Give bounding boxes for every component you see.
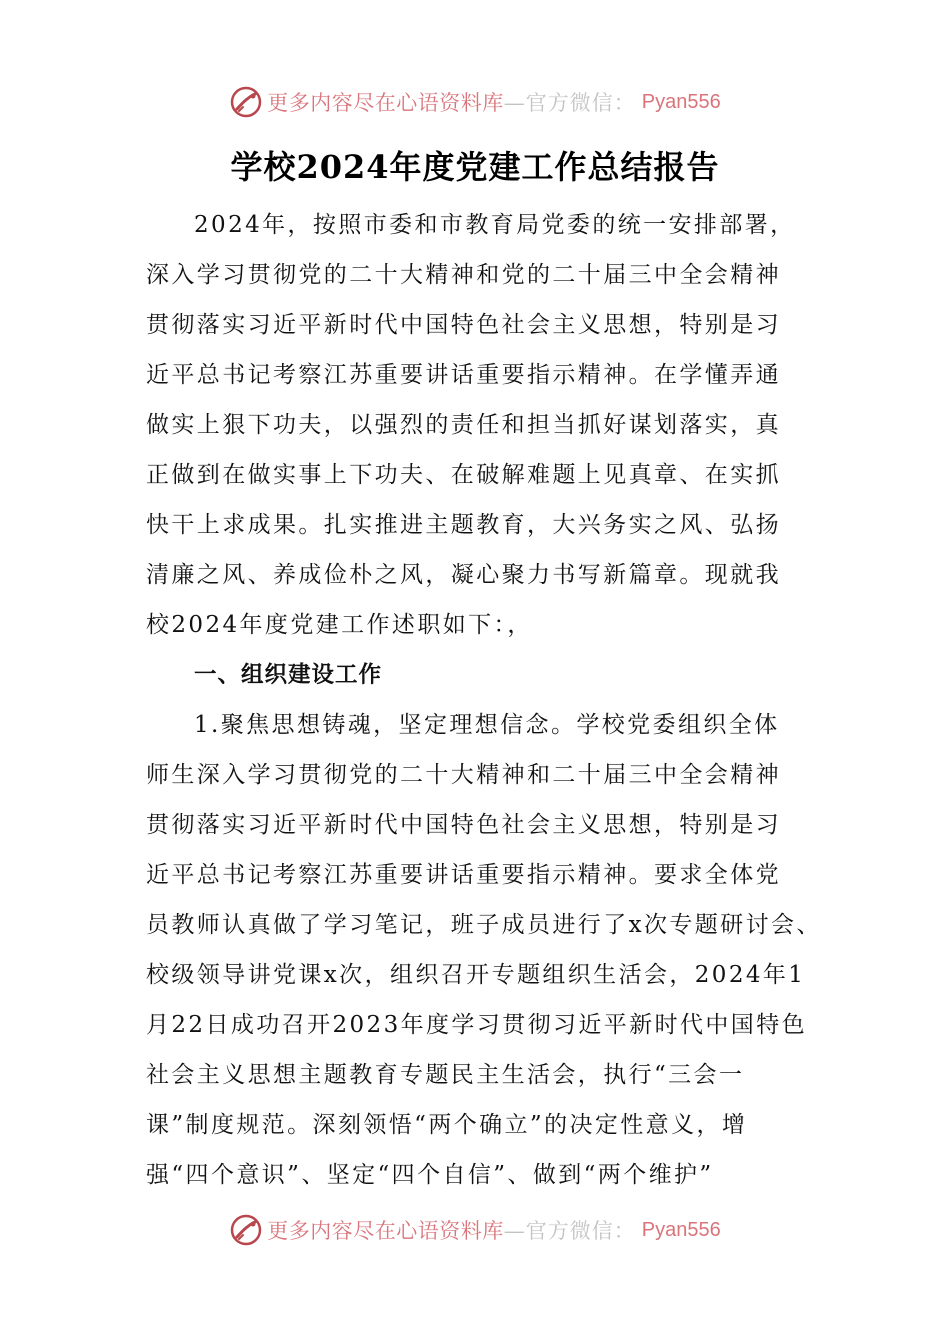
- paragraph-line: 校2024年度党建工作述职如下：，: [146, 612, 533, 638]
- pen-logo-icon: [229, 1213, 263, 1247]
- paragraph-line: 清廉之风、养成俭朴之风，凝心聚力书写新篇章。现就我: [146, 562, 781, 588]
- watermark-banner-bottom: [0, 1210, 950, 1250]
- banner-wechat-id: Pyan556: [641, 1218, 721, 1241]
- banner-wechat-id: Pyan556: [641, 90, 721, 113]
- watermark-banner-top: [0, 82, 950, 122]
- paragraph-line: 1.聚焦思想铸魂，坚定理想信念。学校党委组织全体: [194, 712, 780, 738]
- paragraph-line: 深入学习贯彻党的二十大精神和党的二十届三中全会精神: [146, 262, 781, 288]
- paragraph-line: 校级领导讲党课x次，组织召开专题组织生活会，2024年1: [146, 962, 806, 988]
- document-title: 学校2024年度党建工作总结报告: [230, 148, 720, 186]
- paragraph-line: 贯彻落实习近平新时代中国特色社会主义思想，特别是习: [146, 812, 781, 838]
- banner-text: 更多内容尽在心语资料库: [267, 91, 504, 115]
- banner-separator-text: —官方微信：: [503, 91, 636, 115]
- paragraph-line: 近平总书记考察江苏重要讲话重要指示精神。要求全体党: [146, 862, 781, 888]
- document-body: [146, 200, 822, 1200]
- paragraph-line: 月22日成功召开2023年度学习贯彻习近平新时代中国特色: [146, 1012, 807, 1038]
- section-heading: 一、组织建设工作: [194, 662, 383, 688]
- paragraph-line: 师生深入学习贯彻党的二十大精神和二十届三中全会精神: [146, 762, 781, 788]
- banner-text: 更多内容尽在心语资料库: [267, 1219, 504, 1243]
- paragraph-line: 快干上求成果。扎实推进主题教育，大兴务实之风、弘扬: [146, 512, 781, 538]
- paragraph-line: 做实上狠下功夫，以强烈的责任和担当抓好谋划落实，真: [146, 412, 781, 438]
- paragraph-line: 近平总书记考察江苏重要讲话重要指示精神。在学懂弄通: [146, 362, 781, 388]
- paragraph-line: 正做到在做实事上下功夫、在破解难题上见真章、在实抓: [146, 462, 781, 488]
- paragraph-line: 员教师认真做了学习笔记，班子成员进行了x次专题研讨会、: [146, 912, 822, 938]
- paragraph-line: 贯彻落实习近平新时代中国特色社会主义思想，特别是习: [146, 312, 781, 338]
- pen-logo-icon: [229, 85, 263, 119]
- paragraph-line: 社会主义思想主题教育专题民主生活会，执行“三会一: [146, 1062, 745, 1088]
- banner-separator-text: —官方微信：: [503, 1219, 636, 1243]
- paragraph-line: 课”制度规范。深刻领悟“两个确立”的决定性意义，增: [146, 1112, 748, 1138]
- paragraph-line: 强“四个意识”、坚定“四个自信”、做到“两个维护”: [146, 1162, 714, 1188]
- paragraph-line: 2024年，按照市委和市教育局党委的统一安排部署，: [194, 212, 796, 238]
